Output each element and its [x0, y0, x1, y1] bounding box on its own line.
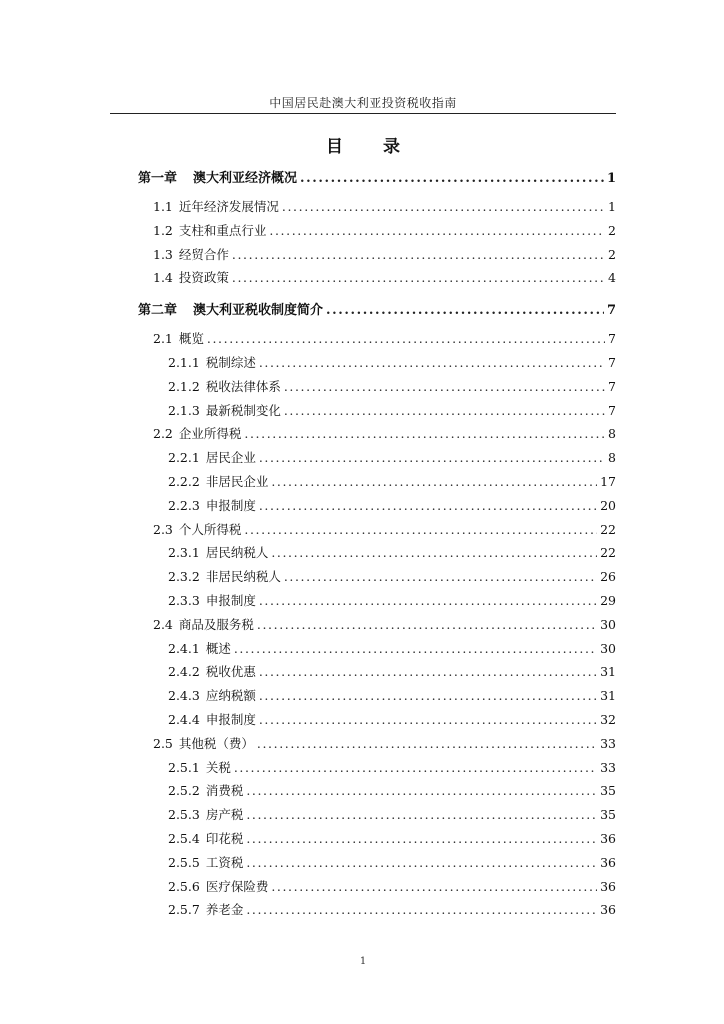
toc-entry-page: 8 — [608, 426, 616, 442]
toc-entry-number: 2.2 — [153, 426, 173, 442]
toc-entry-page: 31 — [600, 664, 616, 680]
dot-leader — [259, 351, 605, 375]
toc-entry-title: 应纳税额 — [205, 688, 256, 704]
toc-entry-number: 2.1 — [153, 331, 173, 347]
toc-entry[interactable] — [138, 399, 616, 423]
toc-entry-title: 其他税（费） — [178, 735, 254, 751]
toc-chapter-entry[interactable] — [138, 163, 616, 195]
toc-entry-page: 26 — [600, 569, 616, 585]
toc-entry-page: 7 — [608, 402, 616, 418]
toc-entry-title: 申报制度 — [205, 711, 256, 727]
toc-entry-number: 2.5.5 — [168, 854, 200, 870]
toc-entry-title: 澳大利亚经济概况 — [193, 171, 298, 186]
running-header: 中国居民赴澳大利亚投资税收指南 — [269, 96, 457, 110]
dot-leader — [259, 708, 597, 732]
toc-entry[interactable] — [138, 613, 616, 637]
toc-entry-title: 居民纳税人 — [205, 545, 269, 561]
dot-leader — [259, 494, 597, 518]
dot-leader — [259, 684, 597, 708]
toc-entry-title: 医疗保险费 — [205, 878, 269, 894]
toc-entry-title: 工资税 — [205, 854, 244, 870]
toc-entry-number: 2.1.1 — [168, 354, 200, 370]
dot-leader — [284, 399, 605, 423]
dot-leader — [282, 195, 605, 219]
toc-entry-number: 2.5 — [153, 735, 173, 751]
toc-entry[interactable] — [138, 898, 616, 922]
dot-leader — [232, 243, 605, 267]
dot-leader — [284, 375, 605, 399]
toc-entry[interactable] — [138, 195, 616, 219]
toc-entry-number: 2.2.3 — [168, 497, 200, 513]
dot-leader — [271, 541, 597, 565]
dot-leader — [259, 660, 597, 684]
toc-entry-number: 2.1.3 — [168, 402, 200, 418]
toc-entry[interactable] — [138, 518, 616, 542]
toc-entry[interactable] — [138, 446, 616, 470]
toc-entry-number: 2.4 — [153, 616, 173, 632]
toc-entry-title: 近年经济发展情况 — [178, 199, 279, 214]
toc-entry-number: 2.4.3 — [168, 688, 200, 704]
toc-entry-page: 32 — [600, 711, 616, 727]
toc-entry-title: 消费税 — [205, 783, 244, 799]
toc-entry-page: 30 — [600, 616, 616, 632]
toc-entry-title: 概述 — [205, 640, 231, 656]
dot-leader — [232, 266, 605, 290]
toc-entry-page: 36 — [600, 902, 616, 918]
toc-entry[interactable] — [138, 589, 616, 613]
toc-entry-number: 2.5.4 — [168, 830, 200, 846]
toc-entry-page: 33 — [600, 735, 616, 751]
toc-entry-title: 养老金 — [205, 902, 244, 918]
toc-entry-title: 概览 — [178, 331, 204, 347]
dot-leader — [207, 327, 605, 351]
toc-entry-title: 投资政策 — [178, 270, 229, 286]
toc-entry[interactable] — [138, 351, 616, 375]
toc-entry-page: 7 — [606, 303, 616, 319]
dot-leader — [246, 803, 597, 827]
dot-leader — [284, 565, 597, 589]
toc-entry-page: 22 — [600, 521, 616, 537]
toc-entry-page: 36 — [600, 878, 616, 894]
header-divider — [110, 113, 616, 114]
toc-entry-title: 印花税 — [205, 830, 244, 846]
dot-leader — [246, 779, 597, 803]
toc-entry-number: 第一章 — [138, 171, 178, 186]
toc-entry[interactable] — [138, 732, 616, 756]
toc-entry-page: 35 — [600, 783, 616, 799]
dot-leader — [234, 637, 597, 661]
dot-leader — [246, 827, 597, 851]
toc-entry-number: 1.1 — [153, 199, 173, 214]
toc-entry-page: 35 — [600, 807, 616, 823]
toc-entry-number: 第二章 — [138, 303, 178, 319]
toc-entry-title: 非居民企业 — [205, 473, 269, 489]
toc-entry-title: 房产税 — [205, 807, 244, 823]
dot-leader — [271, 875, 597, 899]
toc-entry-page: 1 — [608, 199, 616, 214]
toc-entry-page: 7 — [608, 378, 616, 394]
toc-entry-page: 8 — [608, 450, 616, 466]
toc-entry-page: 36 — [600, 830, 616, 846]
toc-entry-number: 1.4 — [153, 270, 173, 286]
toc-chapter-entry[interactable] — [138, 295, 616, 327]
toc-entry-title: 非居民纳税人 — [205, 569, 281, 585]
toc-entry[interactable] — [138, 875, 616, 899]
dot-leader — [259, 446, 605, 470]
toc-entry-page: 1 — [606, 171, 616, 186]
toc-entry-page: 2 — [608, 222, 616, 238]
toc-entry-number: 2.5.1 — [168, 759, 200, 775]
toc-entry[interactable] — [138, 422, 616, 446]
dot-leader — [269, 219, 605, 243]
toc-entry-number: 2.3 — [153, 521, 173, 537]
toc-entry[interactable] — [138, 565, 616, 589]
toc-entry[interactable] — [138, 266, 616, 290]
toc-entry[interactable] — [138, 375, 616, 399]
toc-entry-number: 2.1.2 — [168, 378, 200, 394]
toc-entry[interactable] — [138, 660, 616, 684]
toc-entry[interactable] — [138, 756, 616, 780]
toc-entry-title: 澳大利亚税收制度简介 — [193, 303, 324, 319]
dot-leader — [244, 422, 605, 446]
toc-entry-number: 2.3.3 — [168, 592, 200, 608]
toc-entry-page: 31 — [600, 688, 616, 704]
dot-leader — [246, 898, 597, 922]
toc-entry-page: 7 — [608, 354, 616, 370]
toc-entry[interactable] — [138, 684, 616, 708]
toc-entry[interactable] — [138, 708, 616, 732]
toc-entry[interactable] — [138, 637, 616, 661]
toc-entry-number: 2.5.7 — [168, 902, 200, 918]
toc-entry-title: 关税 — [205, 759, 231, 775]
toc-entry-number: 2.3.1 — [168, 545, 200, 561]
toc-entry-title: 居民企业 — [205, 450, 256, 466]
toc-entry[interactable] — [138, 219, 616, 243]
toc-entry-number: 1.2 — [153, 222, 173, 238]
toc-entry[interactable] — [138, 470, 616, 494]
toc-entry-title: 个人所得税 — [178, 521, 242, 537]
toc-entry[interactable] — [138, 494, 616, 518]
toc-title: 目录 — [326, 137, 440, 157]
toc-entry-page: 2 — [608, 246, 616, 262]
dot-leader — [257, 732, 597, 756]
toc-entry-number: 2.5.6 — [168, 878, 200, 894]
toc-entry[interactable] — [138, 327, 616, 351]
dot-leader — [244, 518, 597, 542]
dot-leader — [259, 589, 597, 613]
dot-leader — [246, 851, 597, 875]
dot-leader — [300, 163, 604, 195]
toc-entry-title: 商品及服务税 — [178, 616, 254, 632]
toc-entry-number: 1.3 — [153, 246, 173, 262]
toc-entry-number: 2.4.4 — [168, 711, 200, 727]
toc-entry[interactable] — [138, 803, 616, 827]
table-of-contents — [138, 163, 616, 922]
toc-entry-title: 税制综述 — [205, 354, 256, 370]
toc-entry-number: 2.3.2 — [168, 569, 200, 585]
toc-entry-number: 2.4.2 — [168, 664, 200, 680]
toc-entry-number: 2.4.1 — [168, 640, 200, 656]
toc-entry-number: 2.2.1 — [168, 450, 200, 466]
dot-leader — [234, 756, 597, 780]
toc-entry-title: 经贸合作 — [178, 246, 229, 262]
toc-entry-number: 2.5.2 — [168, 783, 200, 799]
toc-entry-page: 22 — [600, 545, 616, 561]
toc-entry-page: 7 — [608, 331, 616, 347]
dot-leader — [326, 295, 604, 327]
toc-entry-title: 最新税制变化 — [205, 402, 281, 418]
toc-entry[interactable] — [138, 541, 616, 565]
dot-leader — [271, 470, 597, 494]
toc-entry-page: 20 — [600, 497, 616, 513]
toc-entry-title: 税收优惠 — [205, 664, 256, 680]
toc-entry-page: 29 — [600, 592, 616, 608]
toc-entry-page: 36 — [600, 854, 616, 870]
toc-entry[interactable] — [138, 851, 616, 875]
toc-entry-number: 2.5.3 — [168, 807, 200, 823]
page-number: 1 — [359, 956, 367, 967]
toc-entry-page: 33 — [600, 759, 616, 775]
toc-entry-page: 30 — [600, 640, 616, 656]
toc-entry-title: 申报制度 — [205, 592, 256, 608]
toc-entry[interactable] — [138, 243, 616, 267]
toc-entry-title: 企业所得税 — [178, 426, 242, 442]
toc-entry[interactable] — [138, 779, 616, 803]
dot-leader — [257, 613, 597, 637]
toc-entry[interactable] — [138, 827, 616, 851]
toc-entry-number: 2.2.2 — [168, 473, 200, 489]
toc-entry-page: 4 — [608, 270, 616, 286]
toc-entry-title: 支柱和重点行业 — [178, 222, 267, 238]
toc-entry-title: 申报制度 — [205, 497, 256, 513]
toc-entry-page: 17 — [600, 473, 616, 489]
toc-entry-title: 税收法律体系 — [205, 378, 281, 394]
